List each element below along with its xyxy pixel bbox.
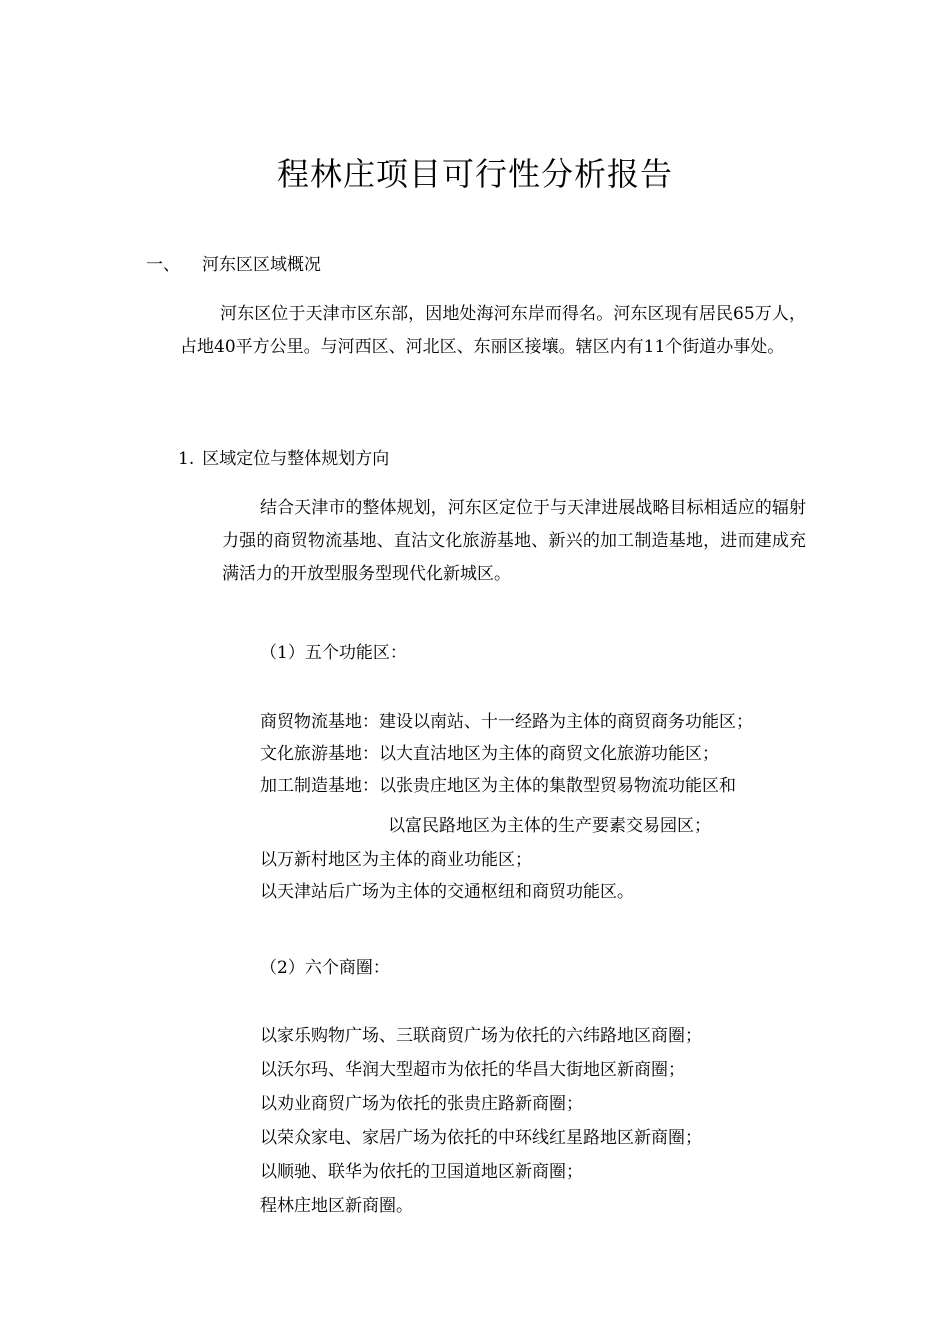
list-item: 以顺驰、联华为依托的卫国道地区新商圈； bbox=[260, 1162, 583, 1182]
list-item: 文化旅游基地：以大直沽地区为主体的商贸文化旅游功能区； bbox=[260, 744, 719, 764]
section-number: 一、 bbox=[146, 255, 180, 275]
list-item: 以沃尔玛、华润大型超市为依托的华昌大街地区新商圈； bbox=[260, 1060, 685, 1080]
subsection-number: 1. bbox=[178, 449, 195, 469]
business-circles-list bbox=[260, 1019, 820, 1223]
list-item: 以家乐购物广场、三联商贸广场为依托的六纬路地区商圈； bbox=[260, 1026, 702, 1046]
document-title: 程林庄项目可行性分析报告 bbox=[276, 155, 673, 193]
list-item: 商贸物流基地：建设以南站、十一经路为主体的商贸商务功能区； bbox=[260, 712, 753, 732]
list-item: 以劝业商贸广场为依托的张贵庄路新商圈； bbox=[260, 1094, 583, 1114]
section-title: 河东区区域概况 bbox=[202, 255, 321, 275]
list-item: 加工制造基地：以张贵庄地区为主体的集散型贸易物流功能区和 bbox=[260, 776, 736, 796]
list-item-continuation: 以富民路地区为主体的生产要素交易园区； bbox=[388, 816, 711, 836]
list-item: 以荣众家电、家居广场为依托的中环线红星路地区新商圈； bbox=[260, 1128, 702, 1148]
section-paragraph: 河东区位于天津市区东部，因地处海河东岸而得名。河东区现有居民65万人，占地40平方公里。与河西区、河北区、东丽区接壤。辖区内有11个街道办事处。 bbox=[180, 304, 806, 357]
functional-zones-heading: （1）五个功能区： bbox=[260, 643, 407, 663]
list-item: 以万新村地区为主体的商业功能区； bbox=[260, 850, 532, 870]
subsection-title: 区域定位与整体规划方向 bbox=[202, 449, 390, 469]
subsection-paragraph: 结合天津市的整体规划，河东区定位于与天津进展战略目标相适应的辐射力强的商贸物流基地、直沽文化旅游基地、新兴的加工制造基地，进而建成充满活力的开放型服务型现代化新城区。 bbox=[222, 498, 806, 584]
subsection-heading-1 bbox=[178, 446, 389, 472]
list-item: 程林庄地区新商圈。 bbox=[260, 1196, 413, 1216]
functional-zones-list bbox=[260, 706, 820, 908]
list-item: 以天津站后广场为主体的交通枢纽和商贸功能区。 bbox=[260, 882, 634, 902]
section-heading-1 bbox=[146, 252, 321, 278]
business-circles-heading: （2）六个商圈： bbox=[260, 958, 390, 978]
